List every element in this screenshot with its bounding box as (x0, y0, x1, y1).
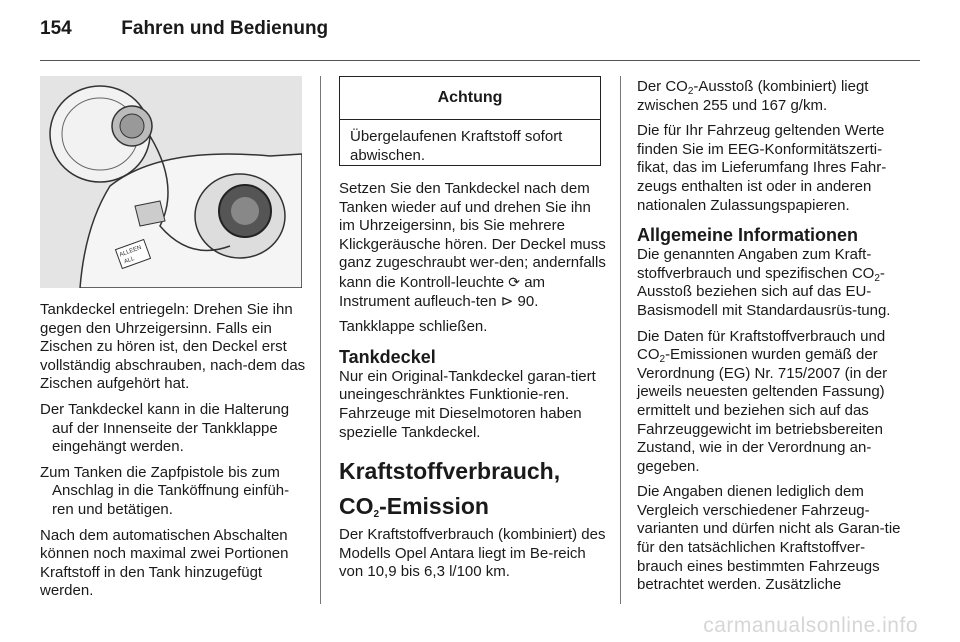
fuel-label-text-1: ALLEEN (118, 244, 143, 259)
col2-paragraph-4: Der Kraftstoffverbrauch (kombiniert) des Modells Opel Antara liegt im Be-reich von 10,9 bis 6,3 l/100 km. (339, 526, 606, 581)
col3-paragraph-4 (637, 328, 903, 477)
fuel-cap-drawing (40, 76, 302, 288)
page-title: Fahren und Bedienung (121, 18, 329, 39)
heading-kraftstoffverbrauch (339, 454, 607, 524)
col2-paragraph-3: Nur ein Original-Tankdeckel garan-tiert uneingeschränktes Funktionie-ren. Fahrzeuge mit Dieselmotoren haben spezielle Tankdeckel. (339, 367, 596, 441)
col3-paragraph-3 (637, 246, 903, 320)
column-2 (339, 180, 607, 589)
col3-p3-text-a: Die genannten Angaben zum Kraft-stoffverbrauch und spezifischen CO (637, 246, 875, 282)
warning-light-icon: ⟳ (508, 273, 521, 290)
col3-p4-text-b: -Emissionen wurden gemäß der Verordnung (EG) Nr. 715/2007 (in der jeweils neuesten geltenden Fassung) ermittelt und beziehen sich auf das Fahrzeuggewicht im betriebsbereiten Zustand, wie in der Verordnung an-gegeben. (637, 346, 888, 475)
col3-p4-text-a: Die Daten für Kraftstoffverbrauch und CO (637, 327, 886, 364)
page-header (40, 18, 328, 40)
col1-paragraph-4: Nach dem automatischen Abschalten können noch maximal zwei Portionen Kraftstoff in den Tank hinzugefügt werden. (40, 526, 289, 600)
warning-title: Achtung (340, 77, 600, 120)
col3-p3-sub: 2 (874, 272, 880, 284)
watermark: carmanualsonline.info (703, 614, 918, 637)
col1-paragraph-2: Der Tankdeckel kann in die Halterung auf der Innenseite der Tankklappe eingehängt werden. (40, 400, 290, 456)
col2-paragraph-1 (339, 180, 607, 311)
col3-p3-text-b: -Ausstoß beziehen sich auf das EU-Basismodell mit Standardausrüs-tung. (637, 264, 891, 319)
header-rule (40, 60, 920, 61)
fuel-label-text-2: ALL (123, 255, 136, 266)
column-3 (637, 78, 903, 602)
heading-kraftstoff-text-a: Kraftstoffverbrauch, CO (339, 458, 561, 520)
col3-paragraph-5: Die Angaben dienen lediglich dem Vergleich verschiedener Fahrzeug-varianten und dürfen nicht als Garan-tie für den tatsächlichen Kraftstoffver-brauch eines bestimmten Fahrzeugs betrachtet werden. Zusätzliche (637, 483, 901, 594)
heading-allgemeine-informationen: Allgemeine Informationen (637, 225, 859, 246)
col3-p1-text-b: -Ausstoß (kombiniert) liegt zwischen 255 und 167 g/km. (637, 78, 869, 114)
heading-tankdeckel: Tankdeckel (339, 346, 436, 367)
col3-paragraph-2: Die für Ihr Fahrzeug geltenden Werte finden Sie im EEG-Konformitätszerti-fikat, das im Lieferumfang Ihres Fahr-zeugs enthalten ist oder in anderen nationalen Zulassungspapieren. (637, 122, 887, 214)
col3-paragraph-1 (637, 78, 903, 115)
col3-p1-text-a: Der CO (637, 78, 688, 95)
heading-kraftstoff-text-b: -Emission (379, 493, 489, 520)
col3-p1-sub: 2 (687, 86, 694, 97)
col3-p4-sub: 2 (659, 354, 666, 366)
col2-paragraph-2: Tankklappe schließen. (339, 318, 488, 336)
column-divider-1 (320, 76, 321, 604)
heading-kraftstoff-sub: 2 (373, 509, 380, 521)
col2-p1-text-b: am Instrument aufleuch-ten (339, 273, 546, 310)
page-number: 154 (40, 18, 72, 39)
col2-p1-text-a: Setzen Sie den Tankdeckel nach dem Tanken wieder auf und drehen Sie ihn im Uhrzeigersinn, bis Sie mehrere Klickgeräusche hören. Der Deckel muss ganz zugeschraubt wer-den; andernfalls kann die Kontroll-leuchte (339, 180, 606, 291)
col1-paragraph-3: Zum Tanken die Zapfpistole bis zum Anschlag in die Tanköffnung einfüh-ren und betätigen. (40, 463, 290, 518)
warning-box (339, 76, 601, 166)
column-1 (40, 301, 306, 608)
page-ref-link[interactable]: 90. (517, 292, 539, 310)
page-ref-arrow-icon: ⊳ (500, 292, 514, 310)
column-divider-2 (620, 76, 621, 604)
col1-paragraph-1: Tankdeckel entriegeln: Drehen Sie ihn gegen den Uhrzeigersinn. Falls ein Zischen zu hören ist, den Deckel erst vollständig abschrauben, nach-dem das Zischen aufgehört hat. (40, 301, 306, 393)
warning-text: Übergelaufenen Kraftstoff sofort abwischen. (350, 128, 563, 164)
fuel-cap-illustration (40, 76, 302, 288)
